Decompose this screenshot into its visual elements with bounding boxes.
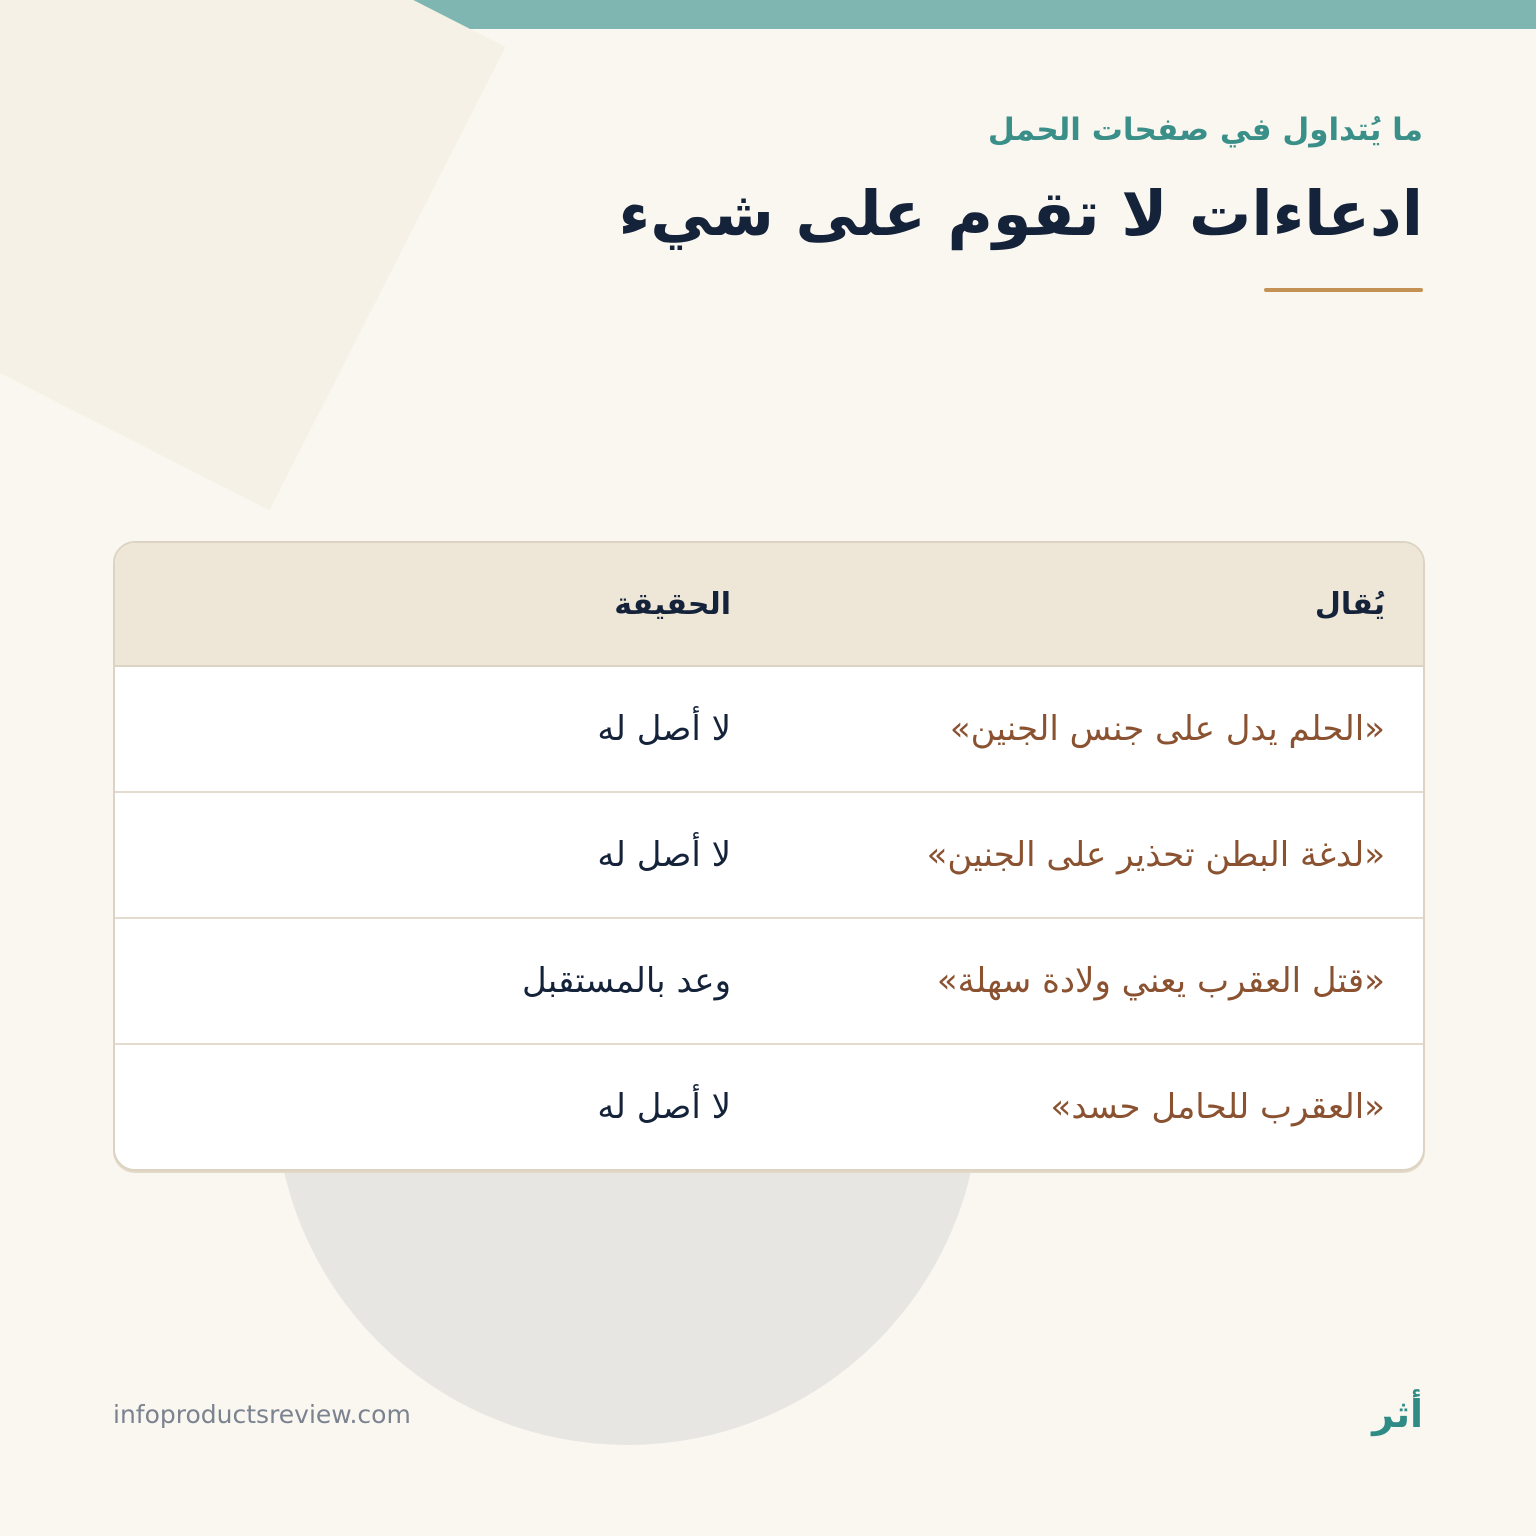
table-row — [115, 919, 1423, 1045]
claim-cell: «لدغة البطن تحذير على الجنين» — [926, 835, 1385, 875]
eyebrow-text: ما يُتداول في صفحات الحمل — [987, 112, 1423, 148]
table-row — [115, 667, 1423, 793]
table-row — [115, 793, 1423, 919]
claim-cell: «الحلم يدل على جنس الجنين» — [949, 709, 1385, 749]
claim-cell: «العقرب للحامل حسد» — [1050, 1087, 1385, 1127]
claim-cell: «قتل العقرب يعني ولادة سهلة» — [936, 961, 1385, 1001]
title-underline — [1264, 288, 1423, 292]
truth-cell: لا أصل له — [597, 835, 731, 875]
footer-url: infoproductsreview.com — [113, 1400, 411, 1429]
truth-cell: لا أصل له — [597, 709, 731, 749]
decorative-background-shape — [0, 0, 506, 510]
header — [619, 108, 1423, 256]
column-header-said: يُقال — [1314, 586, 1385, 622]
truth-cell: وعد بالمستقبل — [522, 961, 731, 1001]
page-title: ادعاءات لا تقوم على شيء — [618, 177, 1423, 250]
claims-table — [113, 541, 1425, 1171]
column-header-truth: الحقيقة — [614, 586, 731, 622]
table-row — [115, 1045, 1423, 1169]
brand-logo: أثر — [1372, 1392, 1423, 1436]
truth-cell: لا أصل له — [597, 1087, 731, 1127]
table-header — [115, 543, 1423, 667]
